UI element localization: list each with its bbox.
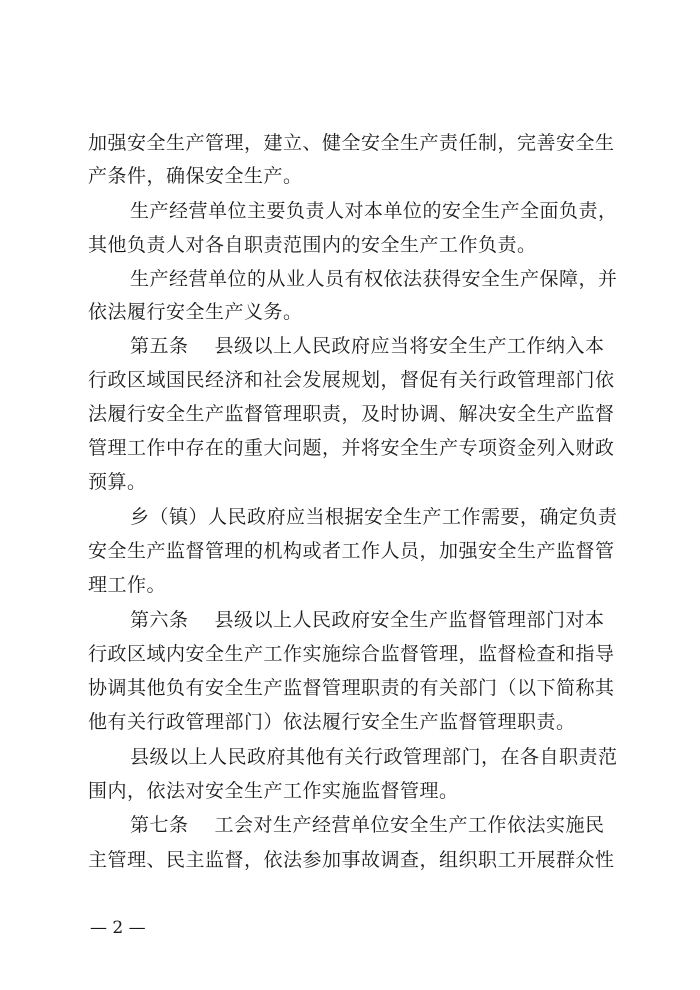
body-line-text: 工会对生产经营单位安全生产工作依法实施民 [214,814,605,836]
body-line-text: 县级以上人民政府应当将安全生产工作纳入本 [214,335,605,357]
article-number: 第五条 [130,335,189,357]
body-line: 生产经营单位主要负责人对本单位的安全生产全面负责， [130,200,618,222]
body-line: 县级以上人民政府其他有关行政管理部门，在各自职责范 [130,746,618,768]
article-7-first-line [130,810,618,840]
article-number: 第七条 [130,814,189,836]
body-line: 理工作。 [88,574,167,596]
body-line: 主管理、民主监督，依法参加事故调查，组织职工开展群众性 [88,849,615,871]
body-line: 预算。 [88,471,147,493]
body-line: 他有关行政管理部门）依法履行安全生产监督管理职责。 [88,711,576,733]
body-line: 协调其他负有安全生产监督管理职责的有关部门（以下简称其 [88,677,615,699]
page-number: — 2 — [90,918,146,938]
body-line: 生产经营单位的从业人员有权依法获得安全生产保障，并 [130,268,618,290]
body-line: 行政区域国民经济和社会发展规划，督促有关行政管理部门依 [88,369,615,391]
body-line: 围内，依法对安全生产工作实施监督管理。 [88,780,459,802]
body-line: 法履行安全生产监督管理职责，及时协调、解决安全生产监督 [88,403,615,425]
body-line: 安全生产监督管理的机构或者工作人员，加强安全生产监督管 [88,540,615,562]
body-line: 其他负责人对各自职责范围内的安全生产工作负责。 [88,234,537,256]
article-number: 第六条 [130,609,189,631]
body-line: 依法履行安全生产义务。 [88,301,303,323]
body-line-text: 县级以上人民政府安全生产监督管理部门对本 [214,609,605,631]
body-line: 行政区域内安全生产工作实施综合监督管理，监督检查和指导 [88,643,615,665]
body-line: 乡（镇）人民政府应当根据安全生产工作需要，确定负责 [130,506,618,528]
article-5-first-line [130,331,618,361]
body-line: 产条件，确保安全生产。 [88,165,303,187]
body-line: 加强安全生产管理，建立、健全安全生产责任制，完善安全生 [88,132,615,154]
body-line: 管理工作中存在的重大问题，并将安全生产专项资金列入财政 [88,437,615,459]
article-6-first-line [130,605,618,635]
